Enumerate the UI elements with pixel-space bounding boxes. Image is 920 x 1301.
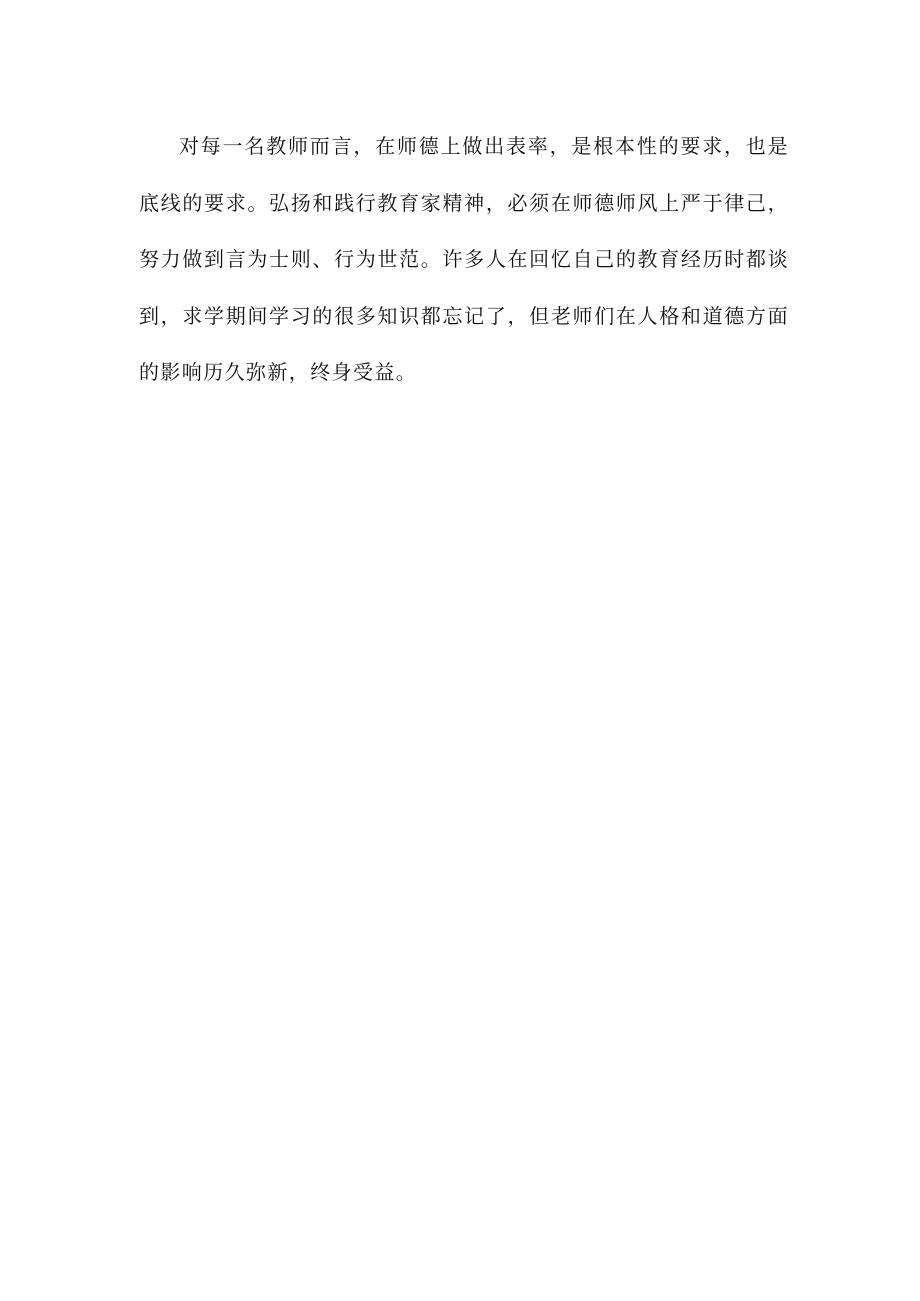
body-paragraph: 对每一名教师而言，在师德上做出表率，是根本性的要求，也是底线的要求。弘扬和践行教育家精神，必须在师德师风上严于律己，努力做到言为士则、行为世范。许多人在回忆自己的教育经历时都谈到，求学期间学习的很多知识都忘记了，但老师们在人格和道德方面的影响历久弥新，终身受益。 (139, 134, 789, 384)
document-body (139, 118, 789, 401)
